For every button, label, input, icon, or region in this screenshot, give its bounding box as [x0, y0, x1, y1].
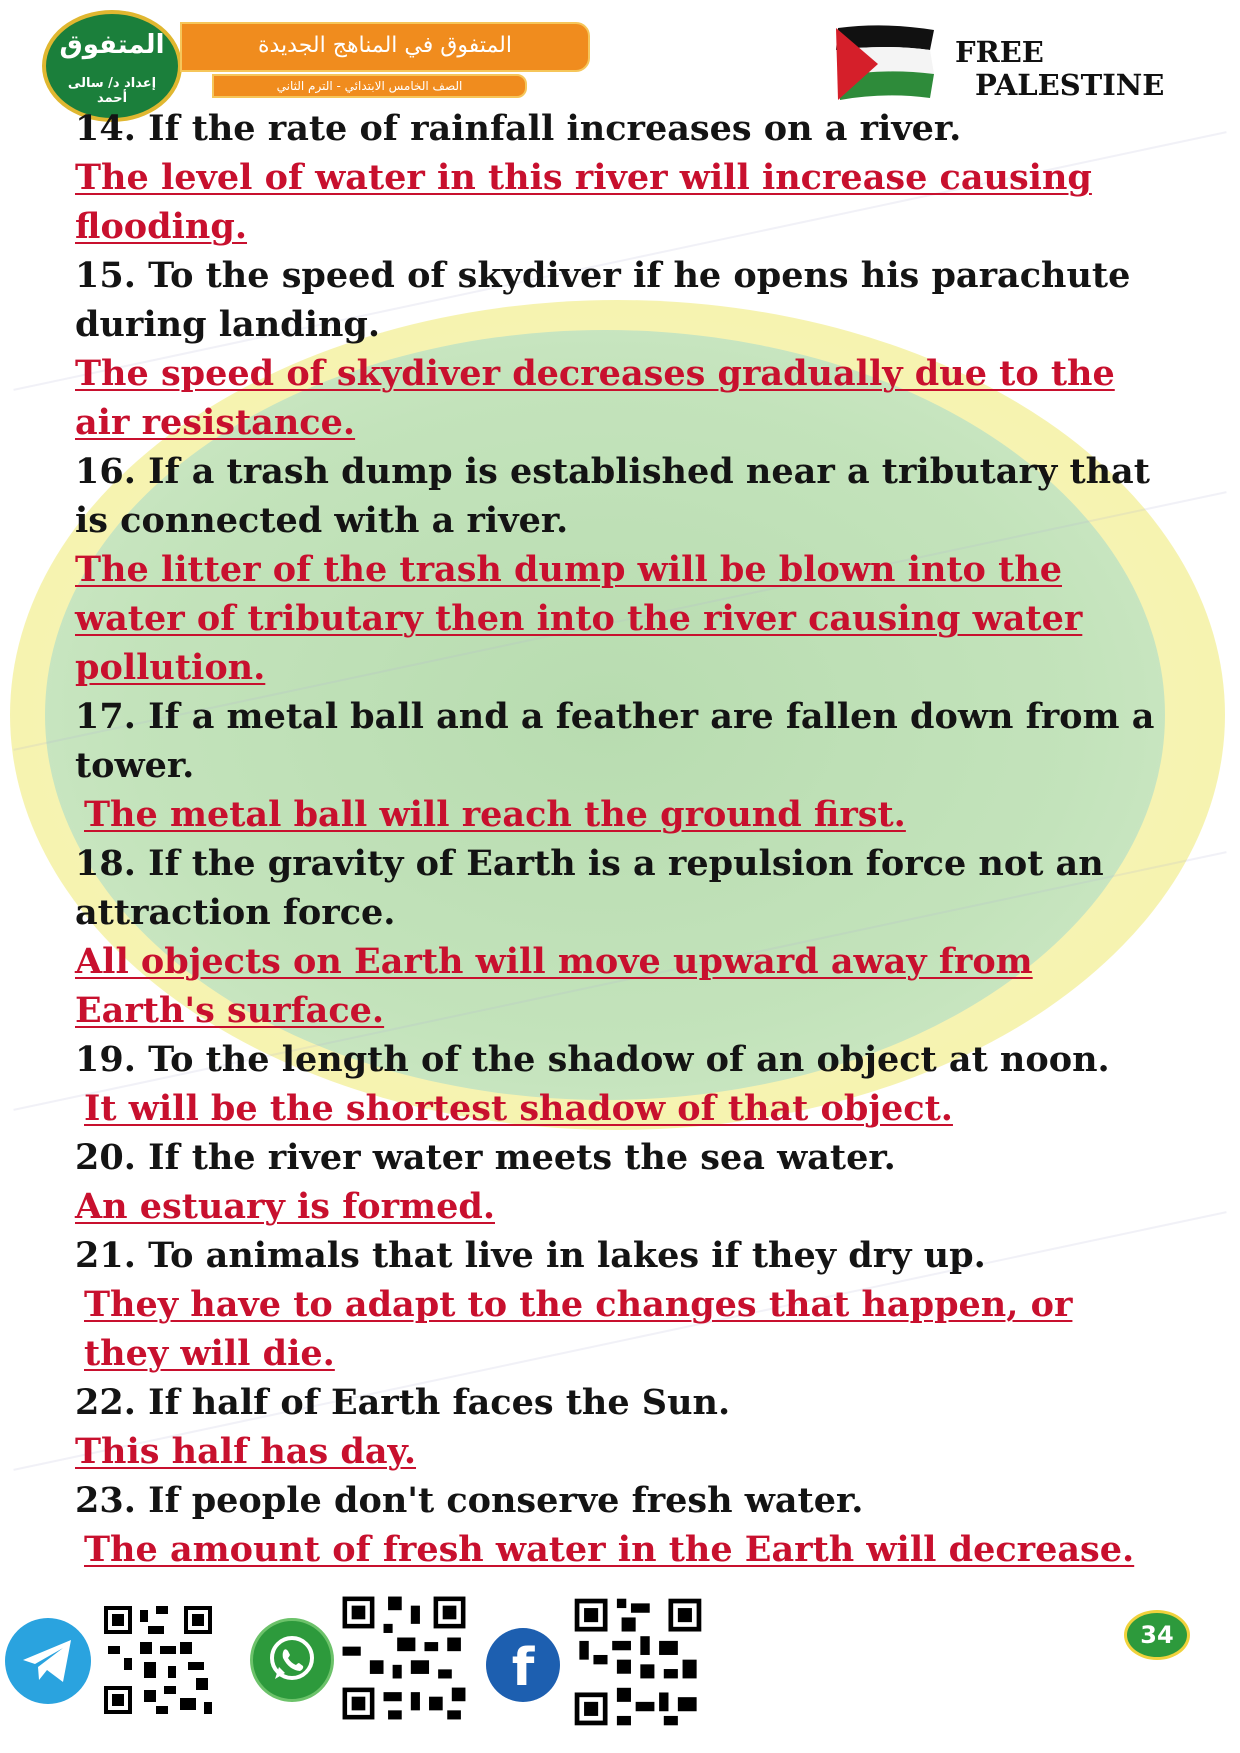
- answer-20: An estuary is formed.: [75, 1186, 495, 1227]
- whatsapp-phone-icon: [253, 1621, 331, 1699]
- answer-21: They have to adapt to the changes that happen, or they will die.: [84, 1284, 1073, 1374]
- question-17: 17. If a metal ball and a feather are fallen down from a tower.: [75, 696, 1155, 786]
- qr-code-facebook[interactable]: [570, 1594, 706, 1730]
- whatsapp-icon[interactable]: [250, 1618, 334, 1702]
- answer-23: The amount of fresh water in the Earth will decrease.: [84, 1529, 1135, 1570]
- question-22: 22. If half of Earth faces the Sun.: [75, 1382, 731, 1423]
- banner-title: المتفوق في المناهج الجديدة: [180, 22, 590, 72]
- palestine-word: PALESTINE: [975, 68, 1165, 102]
- answer-15: The speed of skydiver decreases gradually due to the air resistance.: [75, 353, 1115, 443]
- palestine-flag-icon: [830, 22, 940, 104]
- qr-code-whatsapp[interactable]: [338, 1592, 470, 1724]
- answer-14: The level of water in this river will increase causing flooding.: [75, 157, 1092, 247]
- question-18: 18. If the gravity of Earth is a repulsion force not an attraction force.: [75, 843, 1104, 933]
- answer-17: The metal ball will reach the ground first.: [84, 794, 906, 835]
- free-word: FREE: [955, 35, 1044, 69]
- answer-19: It will be the shortest shadow of that object.: [84, 1088, 953, 1129]
- answer-18: All objects on Earth will move upward away from Earth's surface.: [75, 941, 1033, 1031]
- question-16: 16. If a trash dump is established near a tributary that is connected with a river.: [75, 451, 1150, 541]
- answer-22: This half has day.: [75, 1431, 417, 1472]
- question-19: 19. To the length of the shadow of an object at noon.: [75, 1039, 1110, 1080]
- banner-subtitle: الصف الخامس الابتدائي - الترم الثاني: [212, 74, 527, 98]
- question-answer-list: [75, 104, 1165, 1574]
- free-palestine-text: [955, 35, 1165, 102]
- question-20: 20. If the river water meets the sea water.: [75, 1137, 896, 1178]
- page-number: 34: [1124, 1610, 1190, 1660]
- page-footer: [0, 1580, 1240, 1753]
- telegram-plane-icon: [5, 1618, 91, 1704]
- question-15: 15. To the speed of skydiver if he opens his parachute during landing.: [75, 255, 1131, 345]
- logo-subtitle: إعداد د/ سالى أحمد: [67, 76, 157, 106]
- question-21: 21. To animals that live in lakes if they dry up.: [75, 1235, 986, 1276]
- logo-text: المتفوق: [59, 30, 165, 60]
- question-23: 23. If people don't conserve fresh water.: [75, 1480, 864, 1521]
- telegram-icon[interactable]: [5, 1618, 91, 1704]
- page-header: [0, 0, 1240, 120]
- facebook-icon[interactable]: f: [486, 1628, 560, 1702]
- answer-16: The litter of the trash dump will be blown into the water of tributary then into the river causing water pollution.: [75, 549, 1083, 688]
- qr-code-telegram[interactable]: [100, 1602, 216, 1718]
- question-14: 14. If the rate of rainfall increases on a river.: [75, 108, 962, 149]
